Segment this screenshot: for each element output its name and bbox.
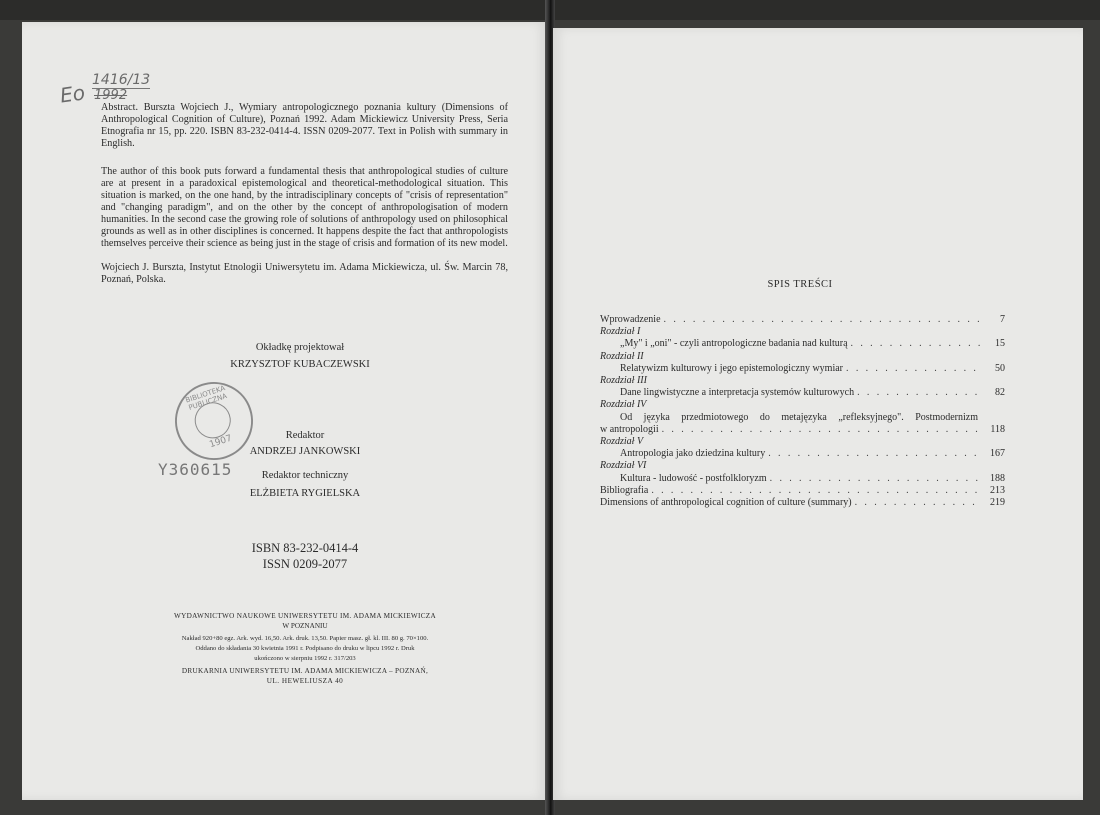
print-info-1: Nakład 920+80 egz. Ark. wyd. 16,50. Ark. druk. 13,50. Papier masz. gł. kl. III. 80 g. 70×100. [181,635,429,642]
tech-editor-label: Redaktor techniczny [261,470,349,481]
inventory-number: Y360615 [158,460,233,479]
stamp-text: BIBLIOTEKA PUBLICZNA [184,384,228,412]
toc-page-number: 15 [995,338,1005,350]
print-info-3: ukończono w sierpniu 1992 r. 317/203 [254,655,356,662]
toc-page-number: 188 [990,472,1005,484]
toc-leader-dots [846,363,982,375]
issn: ISSN 0209-2077 [262,557,348,571]
toc-entry-text: w antropologii [600,423,659,435]
toc-entry [600,424,1005,436]
editor-name: ANDRZEJ JANKOWSKI [249,446,361,457]
editor-label: Redaktor [285,430,325,441]
toc-page-number: 118 [990,423,1005,435]
toc-leader-dots [662,424,982,436]
toc-page-number: 7 [1000,314,1005,325]
toc-leader-dots [857,387,982,399]
cover-designer-name: KRZYSZTOF KUBACZEWSKI [230,359,370,370]
toc-entry [620,387,1005,399]
handwritten-ref-prefix: Eo [58,80,87,108]
toc-page-number: 167 [990,448,1005,460]
toc-entry-text: Relatywizm kulturowy i jego epistemologiczny wymiar [620,362,844,374]
summary-paragraph: The author of this book puts forward a fundamental thesis that anthropological studies of culture are at present in a paradoxical epistemological and theoretical-methodological situation. This situation is marked, on the one hand, by the intradisciplinary concepts of "crisis of representation" and "changing paradigm", and on the other by the concept of anthropologisation of modern humanities. In the second case the growing role of solutions of anthropology used on philosophical grounds as well as in other disciplines is concerned. It happens despite the fact that anthropologists themselves perceive their science as being just in the stage of crisis and formation of its new model. [101,166,508,249]
toc-title: SPIS TREŚCI [767,279,833,290]
author-address: Wojciech J. Burszta, Instytut Etnologii Uniwersytetu im. Adama Mickiewicza, ul. Św. Marcin 78, Poznań, Polska. [101,262,508,285]
toc-entry [600,314,1005,326]
toc-leader-dots [855,497,982,509]
toc-chapter-label: Rozdział V [600,436,644,447]
toc-leader-dots [768,448,982,460]
toc-leader-dots [770,473,982,485]
toc-chapter-label: Rozdział II [600,350,644,362]
printer-line-2: UL. HEWELIUSZA 40 [266,677,344,685]
stamp-year: 1907 [208,433,234,451]
toc-chapter-label: Rozdział III [600,375,647,386]
publisher-line-1: WYDAWNICTWO NAUKOWE UNIWERSYTETU IM. ADAMA MICKIEWICZA [174,612,436,620]
handwritten-ref-bottom: 1992 [94,88,128,103]
isbn: ISBN 83-232-0414-4 [251,541,359,555]
toc-leader-dots [851,338,982,350]
toc-entry [620,448,1005,460]
toc-entry-text: Dimensions of anthropological cognition of culture (summary) [600,497,852,508]
toc-page-number: 50 [995,362,1005,374]
toc-entry-text: Od języka przedmiotowego do metajęzyka „refleksyjnego". Postmodernizm [620,411,978,423]
toc-chapter-label: Rozdział VI [600,460,647,472]
toc-page-number: 213 [990,484,1005,496]
toc-entry-text: „My" i „oni" - czyli antropologiczne badania nad kulturą [620,338,848,350]
toc-entry [620,473,1005,485]
toc-chapter-label: Rozdział IV [600,399,647,411]
toc-entry [620,338,1005,350]
toc-entry [600,485,1005,497]
toc-entry-text: Antropologia jako dziedzina kultury [620,448,766,460]
toc-chapter-label: Rozdział I [600,326,641,338]
tech-editor-name: ELŻBIETA RYGIELSKA [249,488,361,499]
toc-entry-text: Dane lingwistyczne a interpretacja systemów kulturowych [620,387,855,399]
toc-entry-text: Kultura - ludowość - postfolkloryzm [620,472,767,484]
cover-designer-label: Okładkę projektował [255,342,345,353]
toc-entry [620,363,1005,375]
printer-line-1: DRUKARNIA UNIWERSYTETU IM. ADAMA MICKIEWICZA – POZNAŃ, [181,667,429,675]
toc-entry-text: Bibliografia [600,484,649,496]
toc-entry [600,497,1005,509]
toc-page-number: 219 [990,497,1005,508]
toc-page-number: 82 [995,387,1005,399]
toc-leader-dots [651,485,982,497]
publisher-line-2: W POZNANIU [282,622,328,630]
abstract-paragraph: Abstract. Burszta Wojciech J., Wymiary antropologicznego poznania kultury (Dimensions of Anthropological Cognition of Culture), Poznań 1992. Adam Mickiewicz University Press, Seria Etnografia nr 15, pp. 220. ISBN 83-232-0414-4. ISSN 0209-2077. Text in Polish with summary in English. [101,102,508,149]
toc-leader-dots [664,314,982,326]
handwritten-ref-top: 1416/13 [92,72,151,88]
toc-entry-text: Wprowadzenie [600,314,661,325]
print-info-2: Oddano do składania 30 kwietnia 1991 r. Podpisano do druku w lipcu 1992 r. Druk [195,645,415,652]
